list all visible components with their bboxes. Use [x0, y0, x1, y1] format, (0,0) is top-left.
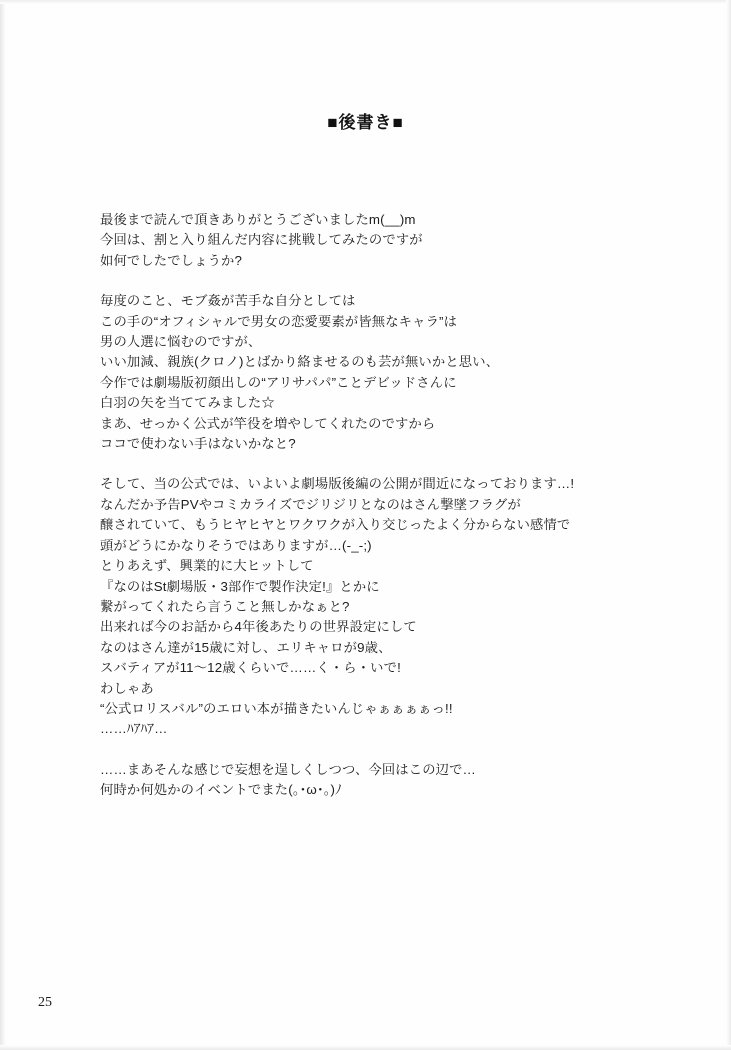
text-line: わしゃあ — [100, 680, 154, 696]
text-line: とりあえず、興業的に大ヒットして — [100, 558, 314, 574]
text-line: 『なのはSt劇場版・3部作で製作決定!』とかに — [100, 578, 380, 594]
text-line: スバティアが11〜12歳くらいで……く・ら・いで! — [100, 660, 401, 676]
text-line: 醸されていて、もうヒヤヒヤとワクワクが入り交じったよく分からない感情で — [100, 517, 571, 533]
paragraph-2 — [100, 291, 660, 454]
text-line: 男の人選に悩むのですが、 — [100, 334, 262, 350]
text-line: そして、当の公式では、いよいよ劇場版後編の公開が間近になっております…! — [100, 476, 575, 492]
text-line: 最後まで読んで頂きありがとうございましたm(__)m — [100, 212, 416, 227]
text-line: 繋がってくれたら言うこと無しかなぁと? — [100, 598, 350, 614]
paragraph-1 — [100, 210, 660, 271]
paragraph-4 — [100, 760, 660, 801]
text-line: 何時か何処かのイベントでまた(｡･ω･｡)ﾉ — [100, 782, 342, 798]
text-line: ……まあそんな感じで妄想を逞しくしつつ、今回はこの辺で… — [100, 761, 476, 777]
text-line: “公式ロリスバル”のエロい本が描きたいんじゃぁぁぁぁっ!! — [100, 700, 453, 716]
text-line: まあ、せっかく公式が竿役を増やしてくれたのですから — [100, 415, 436, 431]
text-line: 如何でしたでしょうか? — [100, 252, 243, 268]
page-number: 25 — [38, 995, 52, 1010]
text-line: 白羽の矢を当ててみました☆ — [100, 395, 275, 411]
paragraph-3 — [100, 474, 660, 739]
text-line: 今回は、割と入り組んだ内容に挑戦してみたのですが — [100, 232, 423, 248]
text-line: ……ﾊｱﾊｱ… — [100, 721, 168, 737]
text-line: 毎度のこと、モブ姦が苦手な自分としては — [100, 293, 356, 309]
text-line: なのはさん達が15歳に対し、エリキャロが9歳、 — [100, 639, 392, 655]
page-title: ■後書き■ — [327, 113, 404, 132]
text-line: いい加減、親族(クロノ)とばかり絡ませるのも芸が無いかと思い、 — [100, 354, 500, 370]
text-line: 今作では劇場版初顔出しの“アリサパパ”ことデビッドさんに — [100, 374, 457, 390]
afterword-body — [100, 210, 660, 801]
text-line: 出来れば今のお話から4年後あたりの世界設定にして — [100, 619, 417, 635]
text-line: なんだか予告PVやコミカライズでジリジリとなのはさん撃墜フラグが — [100, 496, 521, 512]
text-line: ココで使わない手はないかなと? — [100, 436, 296, 452]
text-line: 頭がどうにかなりそうではありますが…(-_-;) — [100, 537, 372, 553]
text-line: この手の“オフィシャルで男女の恋愛要素が皆無なキャラ”は — [100, 313, 458, 329]
